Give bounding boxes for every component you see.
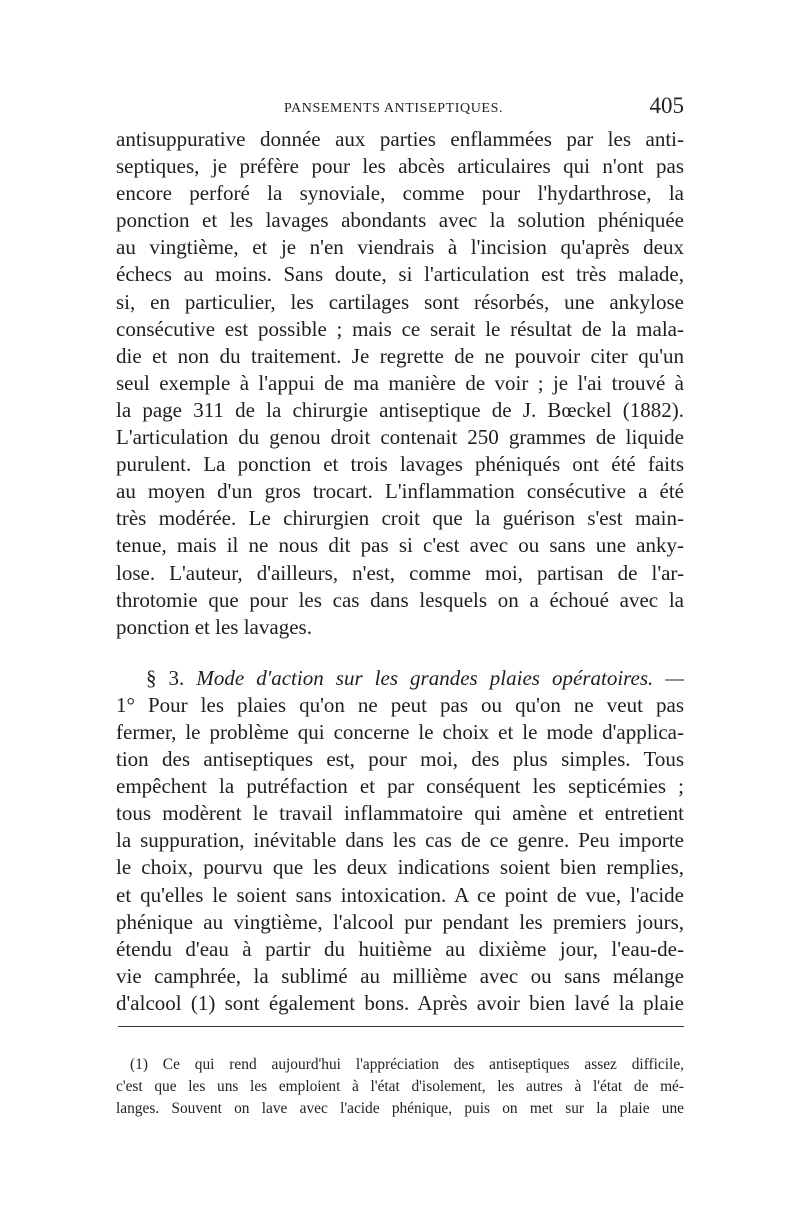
section-title: Mode d'action sur les grandes plaies opératoires. — xyxy=(196,665,685,690)
paragraph-1 xyxy=(116,126,684,641)
text-line: phénique au vingtième, l'alcool pur pendant les premiers jours, xyxy=(116,909,684,934)
footnote-rule xyxy=(118,1026,684,1027)
text-line: septiques, je préfère pour les abcès articulaires qui n'ont pas xyxy=(116,154,684,179)
text-line: 1° Pour les plaies qu'on ne peut pas ou qu'on ne veut pas xyxy=(116,692,684,717)
text-line: très modérée. Le chirurgien croit que la guérison s'est main- xyxy=(116,506,684,531)
footnote-line: langes. Souvent on lave avec l'acide phénique, puis on met sur la plaie une xyxy=(116,1100,684,1117)
text-line: ponction et les lavages. xyxy=(116,614,312,639)
text-line: tion des antiseptiques est, pour moi, des plus simples. Tous xyxy=(116,747,684,772)
text-line: seul exemple à l'appui de ma manière de voir ; je l'ai trouvé à xyxy=(116,370,684,395)
text-line: la suppuration, inévitable dans les cas de ce genre. Peu importe xyxy=(116,828,684,853)
paragraph-gap xyxy=(116,641,684,665)
text-line: L'articulation du genou droit contenait 250 grammes de liquide xyxy=(116,425,684,450)
paragraph-2 xyxy=(116,665,684,1017)
text-line: fermer, le problème qui concerne le choix et le mode d'applica- xyxy=(116,719,684,744)
text-line: empêchent la putréfaction et par conséquent les septicémies ; xyxy=(116,774,684,799)
text-line: lose. L'auteur, d'ailleurs, n'est, comme moi, partisan de l'ar- xyxy=(116,560,684,585)
text-line: le choix, pourvu que les deux indications soient bien remplies, xyxy=(116,855,684,880)
text-line: die et non du traitement. Je regrette de ne pouvoir citer qu'un xyxy=(116,343,684,368)
body-text xyxy=(116,126,684,1017)
running-title: PANSEMENTS ANTISEPTIQUES. xyxy=(284,101,504,116)
text-line: tenue, mais il ne nous dit pas si c'est avec ou sans une anky- xyxy=(116,533,684,558)
text-line: purulent. La ponction et trois lavages phéniqués ont été faits xyxy=(116,452,684,477)
text-line: vie camphrée, la sublimé au millième avec ou sans mélange xyxy=(116,963,684,988)
page-header xyxy=(116,93,684,123)
page-number: 405 xyxy=(649,93,684,118)
text-line: la page 311 de la chirurgie antiseptique de J. Bœckel (1882). xyxy=(116,397,684,422)
text-line: au vingtième, et je n'en viendrais à l'incision qu'après deux xyxy=(116,235,684,260)
text-line: antisuppurative donnée aux parties enflammées par les anti- xyxy=(116,127,684,151)
section-number: § 3. xyxy=(146,665,185,690)
footnote-line: c'est que les uns les emploient à l'état d'isolement, les autres à l'état de mé- xyxy=(116,1078,684,1095)
section-heading xyxy=(116,665,684,692)
text-line: si, en particulier, les cartilages sont résorbés, une ankylose xyxy=(116,289,684,314)
text-line: tous modèrent le travail inflammatoire qui amène et entretient xyxy=(116,801,684,826)
text-line: échecs au moins. Sans doute, si l'articulation est très malade, xyxy=(116,262,684,287)
text-line: consécutive est possible ; mais ce serait le résultat de la mala- xyxy=(116,316,684,341)
footnote-line: (1) Ce qui rend aujourd'hui l'appréciation des antiseptiques assez difficile, xyxy=(130,1056,684,1073)
footnote xyxy=(116,1054,684,1120)
text-line: étendu d'eau à partir du huitième au dixième jour, l'eau-de- xyxy=(116,936,684,961)
text-line: d'alcool (1) sont également bons. Après avoir bien lavé la plaie xyxy=(116,990,684,1015)
text-line: ponction et les lavages abondants avec la solution phéniquée xyxy=(116,208,684,233)
text-line: encore perforé la synoviale, comme pour l'hydarthrose, la xyxy=(116,181,684,206)
text-line: throtomie que pour les cas dans lesquels on a échoué avec la xyxy=(116,587,684,612)
text-line: et qu'elles le soient sans intoxication. A ce point de vue, l'acide xyxy=(116,882,684,907)
text-line: au moyen d'un gros trocart. L'inflammation consécutive a été xyxy=(116,479,684,504)
